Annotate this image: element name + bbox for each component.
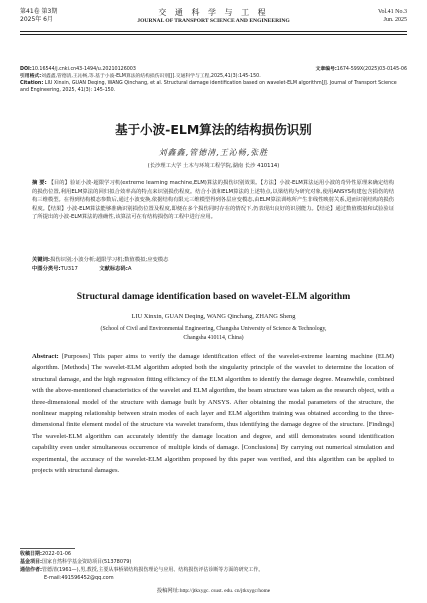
journal-masthead	[0, 8, 427, 25]
clc-label: 中图分类号:	[32, 266, 61, 272]
page-title-cn: 基于小波-ELM算法的结构损伤识别	[115, 122, 312, 137]
citation-cn	[20, 73, 407, 80]
footer-url[interactable]: http://jtkxygc. csust. edu. cn/jtkxygc/home	[179, 588, 271, 594]
abstract-en-label: Abstract:	[32, 353, 59, 360]
doi-row	[20, 66, 407, 73]
authors-en: LIU Xinxin, GUAN Deqing, WANG Qinchang, ZHANG Sheng	[131, 313, 296, 320]
keywords-cn	[32, 256, 394, 264]
abstract-en-text: [Purposes] This paper aims to verify the damage identification effect of the wavelet-extreme learning machine (ELM) algorithm. [Methods] The wavelet-ELM algorithm adopted both the singularity principle of the wavelet to determine the location of structural damage, and the high regression fitting efficiency of the ELM algorithm to identify the damage degree. Meanwhile, combined with the above-mentioned characteristics of the wavelet and ELM algorithm, the beam structure was taken as the research object, with a three-dimensional model of the structure with damage built by ANSYS. After obtaining the modal parameters of the structure, the nonlinear mapping relationship between strain modes of each layer and ELM algorithm training was obtained according to the three-dimensional finite element model of the structure via wavelet transform, thus identifying the damage degree of the structure. [Findings] The wavelet-ELM algorithm can accurately identify the damage location and degree, and still demonstrates sound identification capability even under simultaneous occurrence of multiple kinds of damage. [Conclusions] By carrying out numerical simulation and experimental, the accuracy of the wavelet-ELM algorithm proposed by this paper was verified, and this algorithm can be applied to projects with structural damages.	[32, 353, 394, 475]
keywords-cn-label: 关键词:	[32, 257, 51, 263]
abstract-cn	[32, 179, 394, 222]
footnote-received	[20, 551, 407, 559]
citation-en-text: LIU Xinxin, GUAN Deqing, WANG Qinchang, et al. Structural damage identification based on wavelet-ELM algorithm[J]. Journal of Transport Science and Engineering, 2025, 41(3): 145-150.	[20, 81, 397, 93]
header-rule-thin	[20, 34, 407, 35]
header-rule-thick	[20, 31, 407, 32]
date-en: Jun. 2025	[383, 17, 407, 23]
date-cn: 2025年 6月	[20, 16, 53, 23]
authors-cn: 刘鑫鑫,管德清,王沁畅,张胜	[158, 148, 269, 157]
author-note-label: 通信作者:	[20, 567, 42, 573]
doc-code-label: 文献标志码:	[99, 266, 128, 272]
footnote-corresponding-author	[20, 567, 407, 575]
keywords-cn-text: 损伤识别;小波分析;超限学习机;数值模拟;应变模态	[50, 257, 169, 263]
citation-cn-text: 刘鑫鑫,管德清,王沁畅,等.基于小波-ELM算法的结构损伤识别[J].交通科学与工程,2025,41(3):145-150.	[41, 74, 261, 79]
affiliation-en-line-2: Changsha 410114, China)	[183, 335, 244, 341]
abstract-cn-text: 【目的】验证小波-超限学习机(extreme learning machine,ELM)算法的损伤识别效果。【方法】小波-ELM算法运用小波的奇异性原理来确定结构的损伤位置,利用ELM算法的回归拟合效率高的特点来识别损伤程度。结合小波和ELM算法的上述特点,以梁结构为研究对象,使用ANSYS构建包含损伤的结构三维模型。在得到结构模态参数后,通过小波变换,依据结构有限元三维模型得到各层应变模态,由ELM算法训练所产生非线性映射关系,进而识别结构的损伤程度。【结果】小波-ELM算法能够准确识别损伤位置及程度,即便在多个损伤同时存在的情况下,仍表现出良好的识别能力。【结论】通过数值模拟和试验验证了所提出的小波-ELM算法的准确性,该算法可在有结构损伤的工程中进行应用。	[32, 180, 394, 221]
author-note-text: 管德清(1961—),男,教授,主要从事桥梁结构损伤理论与应用、结构损伤评估诊断等方面的研究工作。	[42, 567, 264, 573]
citation-en-label: Citation:	[20, 81, 44, 86]
footnote-email[interactable]: E-mail:491596452@qq.com	[44, 575, 114, 581]
received-label: 收稿日期:	[20, 551, 42, 557]
article-metadata	[20, 66, 407, 94]
footnote-fund	[20, 559, 407, 567]
doc-code-value: A	[127, 266, 132, 272]
classification-row	[32, 265, 394, 273]
affiliation-cn: (长沙理工大学 土木与环境工程学院,湖南 长沙 410114)	[147, 163, 280, 169]
fund-text: 国家自然科学基金资助项目(51378079)	[42, 559, 132, 565]
citation-cn-label: 引用格式:	[20, 74, 42, 79]
clc-value: TU317	[60, 266, 78, 272]
volume-issue-cn: 第41卷 第3期	[20, 8, 58, 15]
affiliation-en	[0, 325, 427, 343]
article-number-value: 1674-599X(2025)03-0145-06	[336, 67, 407, 72]
footer-label: 投稿网址:	[156, 588, 180, 594]
received-date: 2022-01-06	[42, 551, 72, 557]
journal-title-cn: 交 通 科 学 与 工 程	[158, 8, 269, 17]
article-number	[316, 66, 407, 73]
volume-issue-en: Vol.41 No.3	[377, 9, 407, 15]
header-volume-issue-en	[378, 8, 407, 24]
doi-label: DOI:	[20, 67, 32, 72]
footnote-rule	[20, 548, 75, 549]
doi	[20, 66, 136, 73]
citation-en	[20, 80, 407, 94]
doi-value[interactable]: 10.16544/j.cnki.cn43-1494/u.20210126003	[31, 67, 136, 72]
abstract-cn-label: 摘 要:	[32, 180, 47, 186]
page-footer	[0, 587, 427, 595]
abstract-en	[32, 351, 394, 476]
journal-title-en: JOURNAL OF TRANSPORT SCIENCE AND ENGINEERING	[137, 18, 290, 24]
fund-label: 基金项目:	[20, 559, 42, 565]
affiliation-en-line-1: (School of Civil and Environmental Engineering, Changsha University of Science & Technology,	[100, 326, 327, 332]
article-number-label: 文章编号:	[315, 67, 337, 72]
page-title-en: Structural damage identification based on wavelet-ELM algorithm	[76, 291, 351, 302]
